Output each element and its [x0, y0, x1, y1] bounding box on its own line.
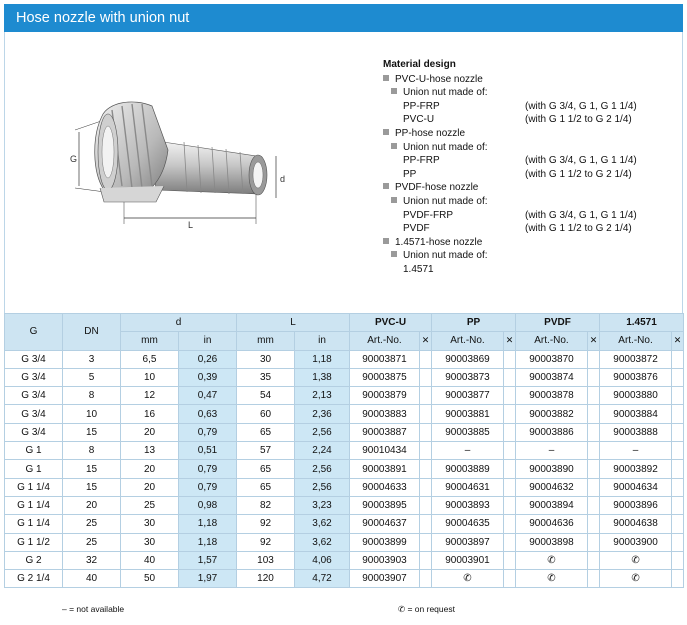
table-cell-empty	[672, 405, 684, 423]
table-cell: 90003874	[516, 368, 588, 386]
table-cell: 103	[237, 551, 295, 569]
table-cell-empty	[588, 423, 600, 441]
table-cell: 90003880	[600, 387, 672, 405]
table-cell: 90003891	[350, 460, 420, 478]
table-cell: ✆	[600, 570, 672, 588]
table-cell: 92	[237, 515, 295, 533]
table-cell: 20	[121, 423, 179, 441]
table-cell: –	[432, 442, 504, 460]
material-line-text: Union nut made of:	[403, 195, 488, 207]
table-cell: 90004634	[600, 478, 672, 496]
d-mm-header: mm	[121, 332, 179, 350]
material-line-text: 1.4571	[403, 263, 434, 275]
legend-on-request: ✆ = on request	[398, 604, 455, 614]
table-cell: 90003896	[600, 496, 672, 514]
table-cell: 90003893	[432, 496, 504, 514]
table-cell: 4,06	[295, 551, 350, 569]
page-title-bar	[4, 4, 683, 32]
material-line-text: PP-FRP	[403, 100, 440, 112]
table-cell: 20	[63, 496, 121, 514]
material-line-text: PP	[403, 168, 417, 180]
material-line-text: PVC-U	[403, 114, 435, 126]
table-row	[5, 496, 684, 514]
table-cell-empty	[420, 350, 432, 368]
material-line-text: Union nut made of:	[403, 87, 488, 99]
square-bullet-icon	[391, 251, 397, 257]
table-cell: 90004632	[516, 478, 588, 496]
table-row	[5, 460, 684, 478]
dimension-g-label: G	[70, 154, 78, 164]
table-cell-empty	[672, 551, 684, 569]
table-cell: 15	[63, 478, 121, 496]
table-cell: 90003900	[600, 533, 672, 551]
table-cell: 90003879	[350, 387, 420, 405]
table-cell-empty	[504, 533, 516, 551]
table-cell: ✆	[516, 551, 588, 569]
table-cell-empty	[672, 570, 684, 588]
pp-artno-header: Art.-No.	[432, 332, 504, 350]
table-cell-empty	[420, 478, 432, 496]
square-bullet-icon	[391, 88, 397, 94]
table-cell: 30	[121, 515, 179, 533]
table-cell: 90003890	[516, 460, 588, 478]
table-cell: G 2 1/4	[5, 570, 63, 588]
table-cell: 0,79	[179, 460, 237, 478]
col-1-4571-header: 1.4571	[600, 314, 684, 332]
col-pvcu-header: PVC-U	[350, 314, 432, 332]
table-cell-empty	[420, 496, 432, 514]
col-pp-header: PP	[432, 314, 516, 332]
table-cell-empty	[420, 570, 432, 588]
table-cell: 40	[121, 551, 179, 569]
table-cell-empty	[420, 533, 432, 551]
table-cell: 0,63	[179, 405, 237, 423]
material-line	[383, 236, 679, 250]
table-cell: 0,39	[179, 368, 237, 386]
d-in-header: in	[179, 332, 237, 350]
table-cell: 90003873	[432, 368, 504, 386]
page-title: Hose nozzle with union nut	[16, 10, 190, 26]
table-cell: 90004631	[432, 478, 504, 496]
material-line	[383, 263, 679, 277]
table-cell: 90003878	[516, 387, 588, 405]
table-cell-empty	[504, 405, 516, 423]
table-cell: 54	[237, 387, 295, 405]
table-cell-empty	[672, 478, 684, 496]
table-cell: 1,18	[179, 533, 237, 551]
table-cell-empty	[588, 496, 600, 514]
table-cell-empty	[504, 368, 516, 386]
material-line-text: PVDF	[403, 223, 430, 235]
table-cell: 0,47	[179, 387, 237, 405]
material-line	[383, 222, 679, 236]
table-cell: 90003883	[350, 405, 420, 423]
table-cell-empty	[588, 350, 600, 368]
table-cell-empty	[504, 460, 516, 478]
col-d-header: d	[121, 314, 237, 332]
square-bullet-icon	[383, 183, 389, 189]
table-cell: G 1	[5, 442, 63, 460]
table-cell-empty	[588, 442, 600, 460]
material-line-text: Union nut made of:	[403, 250, 488, 262]
square-bullet-icon	[383, 129, 389, 135]
material-line-note: (with G 1 1/2 to G 2 1/4)	[525, 114, 632, 126]
table-cell: 1,38	[295, 368, 350, 386]
table-cell: 65	[237, 423, 295, 441]
table-cell: G 1 1/2	[5, 533, 63, 551]
table-cell-empty	[588, 368, 600, 386]
material-line	[383, 181, 679, 195]
table-cell: 3	[63, 350, 121, 368]
table-cell: 0,98	[179, 496, 237, 514]
table-cell: 35	[237, 368, 295, 386]
table-cell: 90003907	[350, 570, 420, 588]
material-line-text: PVDF-hose nozzle	[395, 182, 479, 194]
table-cell: 3,23	[295, 496, 350, 514]
table-row	[5, 478, 684, 496]
table-cell: G 1 1/4	[5, 478, 63, 496]
table-cell: 8	[63, 442, 121, 460]
table-cell: 0,51	[179, 442, 237, 460]
table-cell: 90004633	[350, 478, 420, 496]
table-cell: 90003903	[350, 551, 420, 569]
ss-cart-icon: ✕	[672, 332, 684, 350]
table-cell-empty	[504, 551, 516, 569]
hose-nozzle-drawing	[64, 94, 294, 240]
table-cell: G 3/4	[5, 423, 63, 441]
table-cell: 90003887	[350, 423, 420, 441]
table-cell: 8	[63, 387, 121, 405]
table-cell: 92	[237, 533, 295, 551]
material-line-text: PP-hose nozzle	[395, 127, 466, 139]
table-cell: 1,18	[295, 350, 350, 368]
table-cell: 12	[121, 387, 179, 405]
table-cell: 90003871	[350, 350, 420, 368]
table-cell: 90003892	[600, 460, 672, 478]
square-bullet-icon	[391, 143, 397, 149]
table-cell: 1,97	[179, 570, 237, 588]
material-line-text: PVDF-FRP	[403, 209, 453, 221]
table-cell-empty	[672, 496, 684, 514]
square-bullet-icon	[383, 75, 389, 81]
table-cell-empty	[672, 368, 684, 386]
material-line	[383, 154, 679, 168]
table-cell-empty	[504, 496, 516, 514]
table-row	[5, 405, 684, 423]
table-cell: 40	[63, 570, 121, 588]
square-bullet-icon	[383, 238, 389, 244]
table-cell: 1,57	[179, 551, 237, 569]
table-cell: 3,62	[295, 533, 350, 551]
table-cell: 2,36	[295, 405, 350, 423]
square-bullet-icon	[391, 197, 397, 203]
table-row	[5, 350, 684, 368]
table-cell: 0,26	[179, 350, 237, 368]
table-cell: 90003901	[432, 551, 504, 569]
ss-artno-header: Art.-No.	[600, 332, 672, 350]
table-cell-empty	[420, 442, 432, 460]
pvcu-cart-icon: ✕	[420, 332, 432, 350]
table-cell: 90003881	[432, 405, 504, 423]
table-cell-empty	[588, 405, 600, 423]
table-cell: G 1 1/4	[5, 496, 63, 514]
table-cell-empty	[588, 478, 600, 496]
table-row	[5, 387, 684, 405]
material-line	[383, 113, 679, 127]
table-cell: G 3/4	[5, 368, 63, 386]
table-cell: 90003895	[350, 496, 420, 514]
table-cell: 90004637	[350, 515, 420, 533]
material-line-note: (with G 3/4, G 1, G 1 1/4)	[525, 155, 637, 167]
table-cell-empty	[672, 350, 684, 368]
table-cell: 90004635	[432, 515, 504, 533]
table-cell: 90003870	[516, 350, 588, 368]
pvcu-artno-header: Art.-No.	[350, 332, 420, 350]
col-dn-header: DN	[63, 314, 121, 351]
table-cell-empty	[672, 423, 684, 441]
table-cell: 0,79	[179, 423, 237, 441]
table-cell: 16	[121, 405, 179, 423]
table-cell: 90010434	[350, 442, 420, 460]
table-cell: ✆	[600, 551, 672, 569]
table-row	[5, 368, 684, 386]
table-cell: 90003888	[600, 423, 672, 441]
table-cell-empty	[588, 551, 600, 569]
table-cell-empty	[588, 387, 600, 405]
table-cell: 90003899	[350, 533, 420, 551]
table-cell: 65	[237, 460, 295, 478]
col-g-header: G	[5, 314, 63, 351]
material-line-note: (with G 1 1/2 to G 2 1/4)	[525, 223, 632, 235]
table-cell: 65	[237, 478, 295, 496]
table-cell-empty	[672, 387, 684, 405]
table-cell-empty	[504, 478, 516, 496]
pvdf-cart-icon: ✕	[588, 332, 600, 350]
table-cell-empty	[504, 350, 516, 368]
material-line	[383, 195, 679, 209]
material-line-note: (with G 1 1/2 to G 2 1/4)	[525, 168, 632, 180]
table-cell: 57	[237, 442, 295, 460]
table-cell: 10	[63, 405, 121, 423]
table-cell: 4,72	[295, 570, 350, 588]
table-cell-empty	[420, 515, 432, 533]
table-row	[5, 570, 684, 588]
table-cell: 1,18	[179, 515, 237, 533]
table-cell: 5	[63, 368, 121, 386]
table-cell: 90004636	[516, 515, 588, 533]
table-cell: 120	[237, 570, 295, 588]
table-cell-empty	[420, 423, 432, 441]
table-cell-empty	[420, 551, 432, 569]
table-cell: 13	[121, 442, 179, 460]
material-line	[383, 73, 679, 87]
table-row	[5, 423, 684, 441]
table-cell: ✆	[516, 570, 588, 588]
table-cell-empty	[504, 423, 516, 441]
table-cell: 30	[237, 350, 295, 368]
l-in-header: in	[295, 332, 350, 350]
table-cell: 90003897	[432, 533, 504, 551]
material-line	[383, 168, 679, 182]
material-line-text: Union nut made of:	[403, 141, 488, 153]
table-cell-empty	[504, 442, 516, 460]
table-cell-empty	[504, 570, 516, 588]
table-cell-empty	[672, 533, 684, 551]
table-cell: G 3/4	[5, 387, 63, 405]
table-cell: 90003885	[432, 423, 504, 441]
pvdf-artno-header: Art.-No.	[516, 332, 588, 350]
table-cell-empty	[588, 533, 600, 551]
table-cell: 10	[121, 368, 179, 386]
table-cell-empty	[420, 387, 432, 405]
table-cell: 90004638	[600, 515, 672, 533]
table-cell: G 1	[5, 460, 63, 478]
material-line	[383, 127, 679, 141]
table-cell: G 1 1/4	[5, 515, 63, 533]
table-cell: 25	[63, 515, 121, 533]
dimension-l-label: L	[188, 220, 194, 230]
material-line-text: PVC-U-hose nozzle	[395, 73, 483, 85]
table-cell: 25	[63, 533, 121, 551]
legend-not-available: – = not available	[62, 604, 125, 614]
spec-table	[4, 313, 684, 588]
table-row	[5, 515, 684, 533]
table-cell: 90003884	[600, 405, 672, 423]
table-cell: 90003877	[432, 387, 504, 405]
table-cell: 90003869	[432, 350, 504, 368]
dimension-d-label: d	[280, 174, 286, 184]
table-cell: 90003876	[600, 368, 672, 386]
table-cell: 20	[121, 460, 179, 478]
table-cell: 15	[63, 460, 121, 478]
material-line-text: PP-FRP	[403, 155, 440, 167]
material-line	[383, 141, 679, 155]
col-pvdf-header: PVDF	[516, 314, 600, 332]
table-cell: 50	[121, 570, 179, 588]
table-header-row	[5, 314, 684, 332]
material-lines	[383, 73, 679, 277]
table-cell: –	[516, 442, 588, 460]
l-mm-header: mm	[237, 332, 295, 350]
table-cell: 2,13	[295, 387, 350, 405]
table-cell: 30	[121, 533, 179, 551]
table-cell: 82	[237, 496, 295, 514]
table-cell: 90003889	[432, 460, 504, 478]
material-line	[383, 100, 679, 114]
table-cell: 20	[121, 478, 179, 496]
table-cell: ✆	[432, 570, 504, 588]
table-cell-empty	[672, 515, 684, 533]
table-cell: 90003894	[516, 496, 588, 514]
material-line	[383, 209, 679, 223]
table-cell-empty	[420, 368, 432, 386]
material-line-note: (with G 3/4, G 1, G 1 1/4)	[525, 209, 637, 221]
table-cell-empty	[420, 460, 432, 478]
table-cell: 0,79	[179, 478, 237, 496]
table-cell-empty	[588, 515, 600, 533]
table-cell: G 2	[5, 551, 63, 569]
material-design-title: Material design	[383, 59, 456, 70]
table-cell-empty	[672, 442, 684, 460]
table-cell: 90003898	[516, 533, 588, 551]
table-cell: 90003882	[516, 405, 588, 423]
table-cell: G 3/4	[5, 350, 63, 368]
table-cell: 6,5	[121, 350, 179, 368]
table-cell: 60	[237, 405, 295, 423]
table-cell-empty	[588, 460, 600, 478]
table-cell: 2,56	[295, 423, 350, 441]
table-cell: 25	[121, 496, 179, 514]
material-design-panel	[383, 58, 679, 277]
material-line	[383, 86, 679, 100]
material-line-note: (with G 3/4, G 1, G 1 1/4)	[525, 100, 637, 112]
table-cell-empty	[588, 570, 600, 588]
table-cell: 90003886	[516, 423, 588, 441]
table-cell: –	[600, 442, 672, 460]
material-line	[383, 249, 679, 263]
table-cell: 15	[63, 423, 121, 441]
table-row	[5, 533, 684, 551]
table-row	[5, 442, 684, 460]
table-cell: 90003872	[600, 350, 672, 368]
col-l-header: L	[237, 314, 350, 332]
table-cell: 90003875	[350, 368, 420, 386]
table-cell: 3,62	[295, 515, 350, 533]
table-cell: 2,56	[295, 460, 350, 478]
table-cell: 2,56	[295, 478, 350, 496]
pp-cart-icon: ✕	[504, 332, 516, 350]
table-cell-empty	[504, 515, 516, 533]
table-cell-empty	[504, 387, 516, 405]
table-cell: 2,24	[295, 442, 350, 460]
material-line-text: 1.4571-hose nozzle	[395, 236, 483, 248]
table-cell-empty	[672, 460, 684, 478]
table-row	[5, 551, 684, 569]
table-cell: 32	[63, 551, 121, 569]
table-cell-empty	[420, 405, 432, 423]
table-cell: G 3/4	[5, 405, 63, 423]
